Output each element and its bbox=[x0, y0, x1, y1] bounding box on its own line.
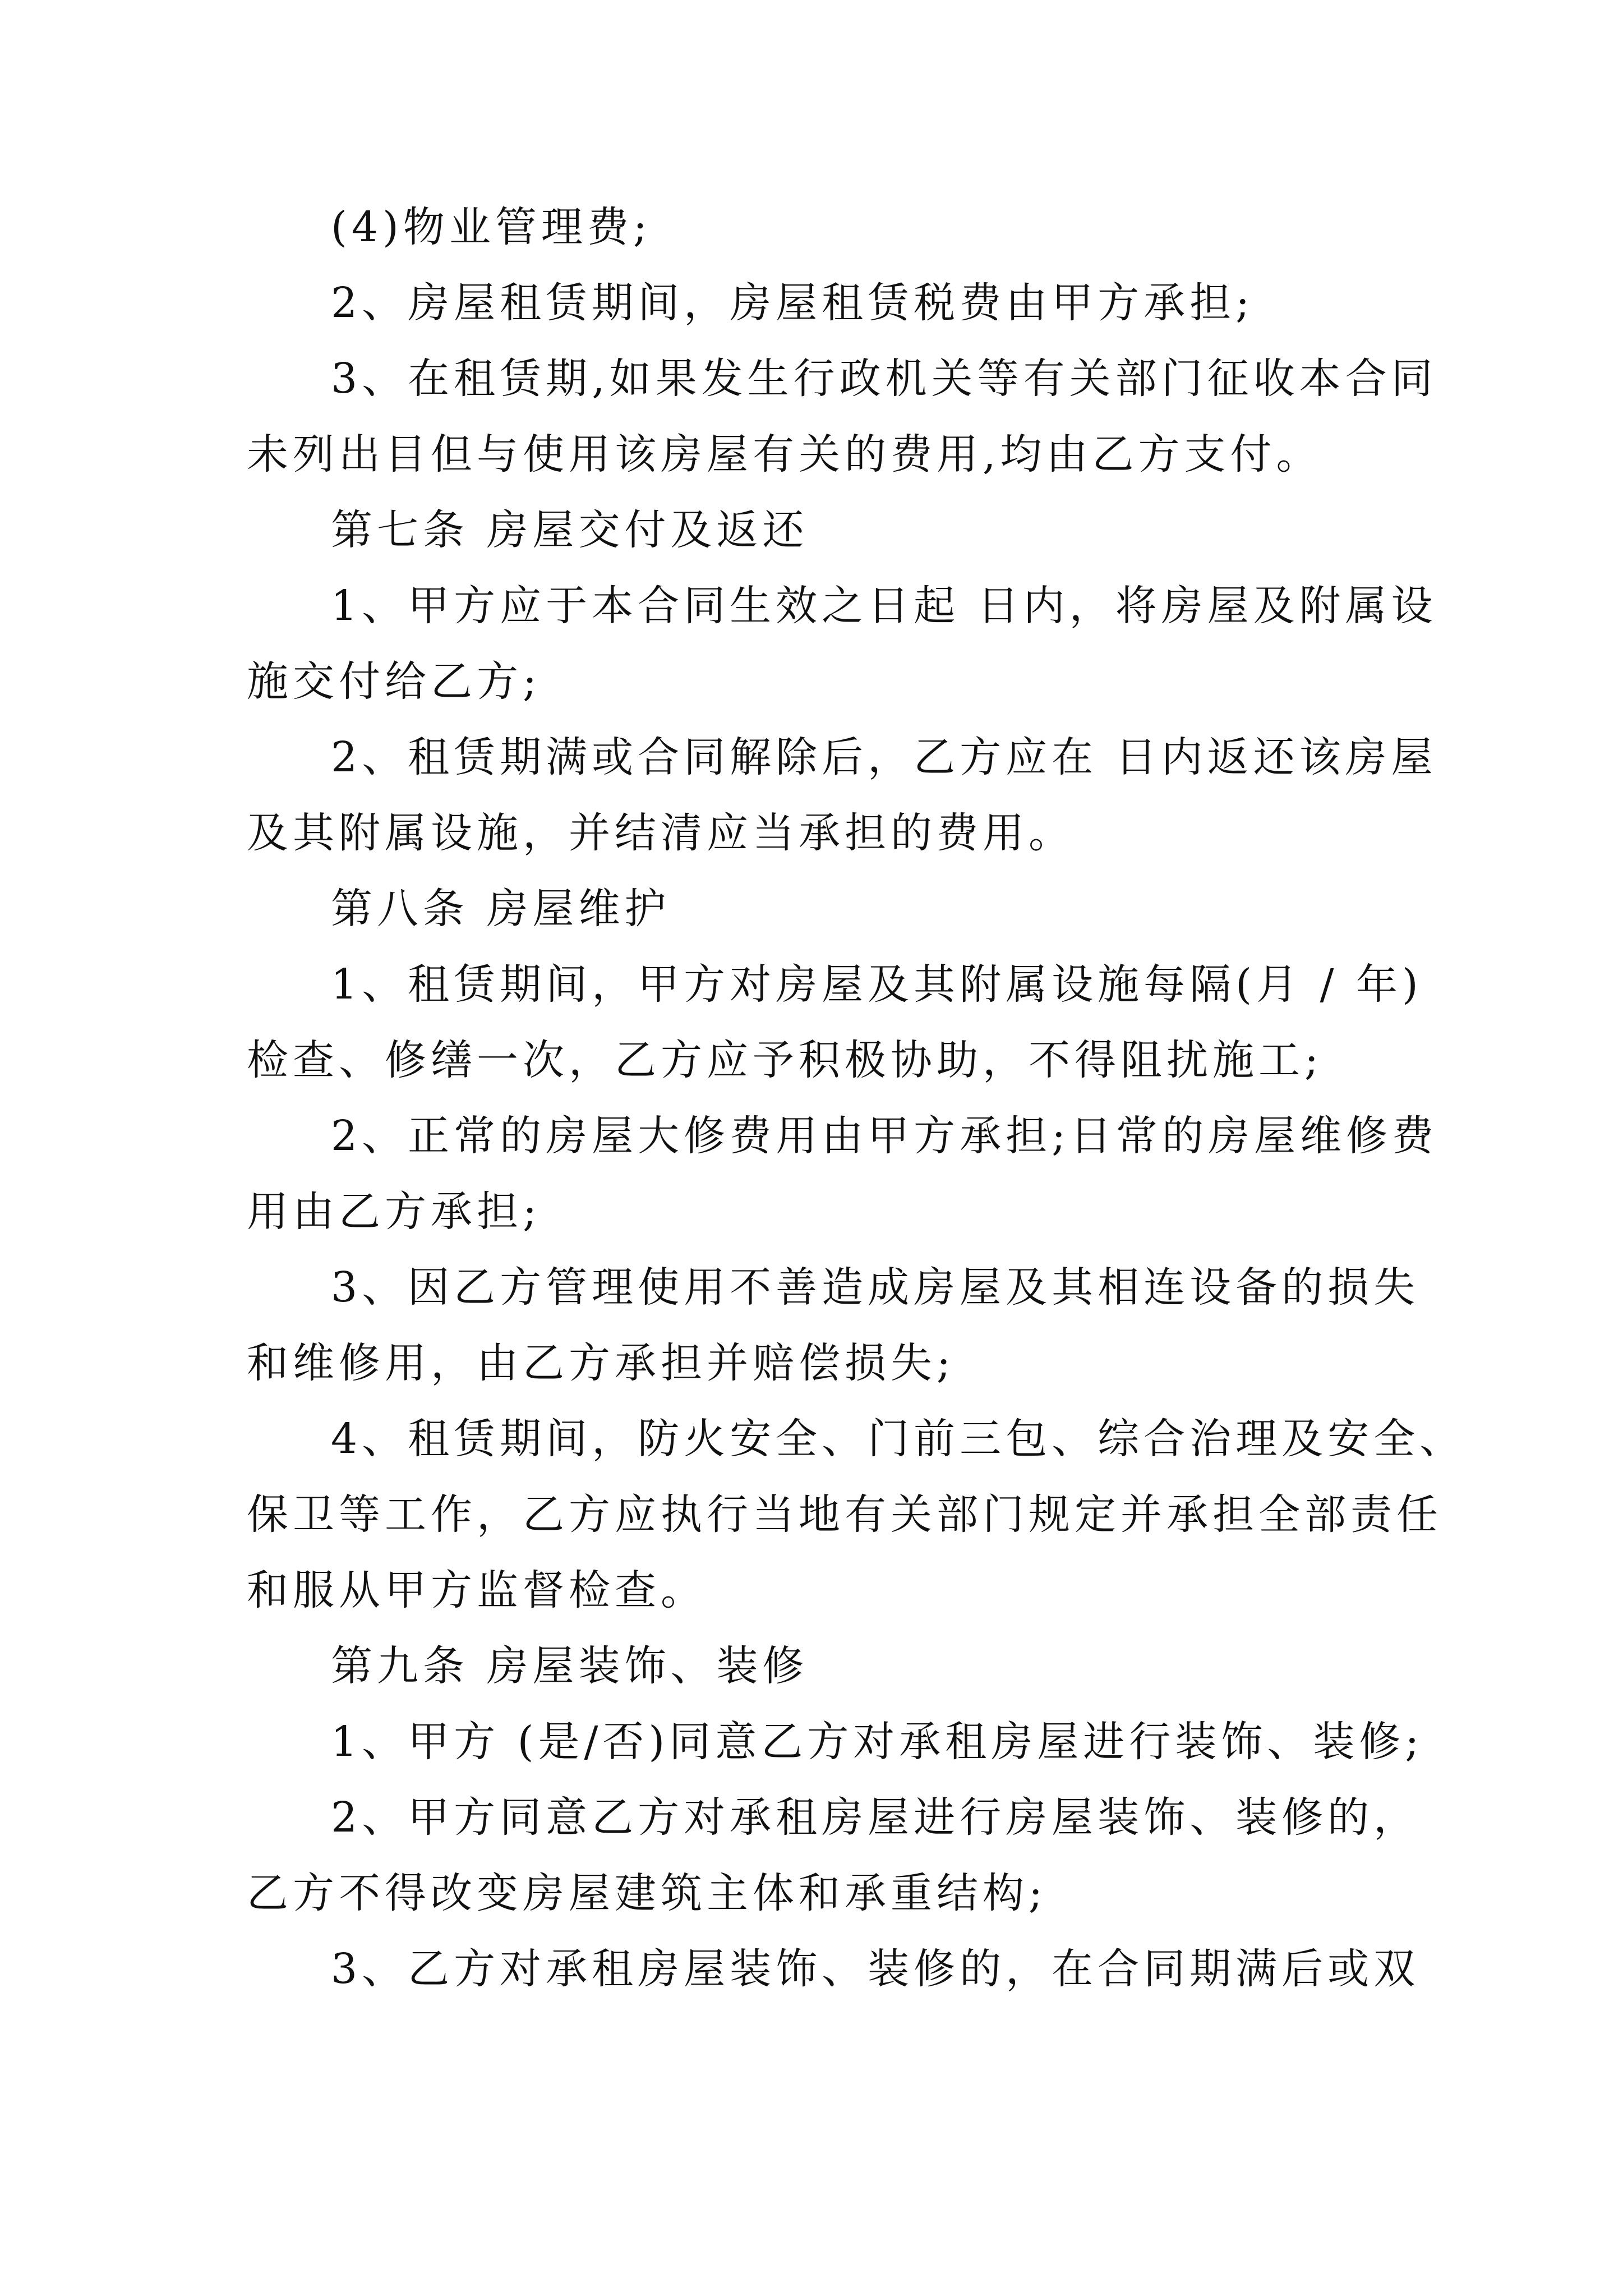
clause-line: 3、乙方对承租房屋装饰、装修的，在合同期满后或双 bbox=[331, 1945, 1420, 1993]
clause-line: 及其附属设施，并结清应当承担的费用。 bbox=[247, 809, 1075, 857]
clause-line: 保卫等工作，乙方应执行当地有关部门规定并承担全部责任 bbox=[247, 1490, 1442, 1539]
clause-line: 4、租赁期间，防火安全、门前三包、综合治理及安全、 bbox=[331, 1415, 1466, 1463]
section-heading: 第九条 房屋装饰、装修 bbox=[331, 1642, 809, 1690]
clause-line: 3、在租赁期,如果发生行政机关等有关部门征收本合同 bbox=[331, 355, 1437, 403]
clause-line: 2、正常的房屋大修费用由甲方承担;日常的房屋维修费 bbox=[331, 1112, 1438, 1160]
clause-line: 检查、修缮一次，乙方应予积极协助，不得阻扰施工; bbox=[247, 1036, 1323, 1084]
clause-line: 1、甲方应于本合同生效之日起 日内，将房屋及附属设 bbox=[331, 582, 1437, 630]
clause-line: 2、甲方同意乙方对承租房屋进行房屋装饰、装修的， bbox=[331, 1793, 1420, 1842]
clause-line: 1、租赁期间，甲方对房屋及其附属设施每隔(月 / 年) bbox=[331, 960, 1423, 1009]
clause-line: (4)物业管理费; bbox=[331, 203, 652, 251]
clause-line: 3、因乙方管理使用不善造成房屋及其相连设备的损失 bbox=[331, 1263, 1420, 1312]
clause-line: 未列出目但与使用该房屋有关的费用,均由乙方支付。 bbox=[247, 430, 1322, 478]
clause-line: 和服从甲方监督检查。 bbox=[247, 1566, 707, 1614]
clause-line: 2、租赁期满或合同解除后，乙方应在 日内返还该房屋 bbox=[331, 733, 1437, 781]
clause-line: 用由乙方承担; bbox=[247, 1188, 541, 1236]
section-heading: 第八条 房屋维护 bbox=[331, 885, 671, 933]
clause-line: 施交付给乙方; bbox=[247, 657, 541, 706]
clause-line: 和维修用，由乙方承担并赔偿损失; bbox=[247, 1339, 955, 1387]
clause-line: 2、房屋租赁期间，房屋租赁税费由甲方承担; bbox=[331, 279, 1255, 327]
clause-line: 乙方不得改变房屋建筑主体和承重结构; bbox=[247, 1869, 1047, 1917]
clause-line: 1、甲方 (是/否)同意乙方对承租房屋进行装饰、装修; bbox=[331, 1718, 1424, 1766]
section-heading: 第七条 房屋交付及返还 bbox=[331, 506, 809, 554]
